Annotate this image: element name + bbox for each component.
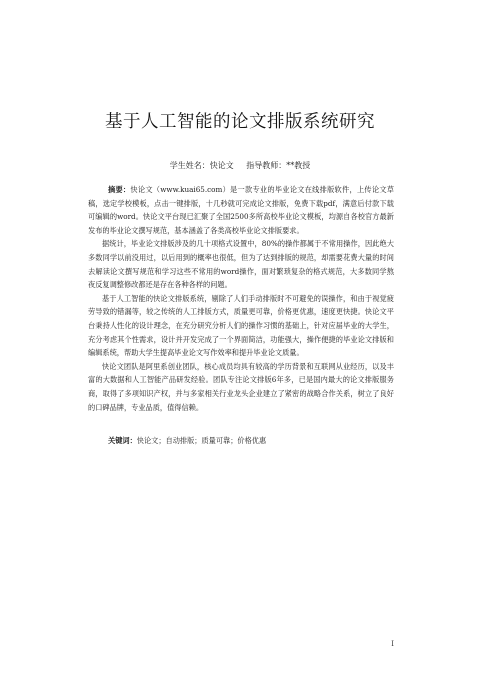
body-paragraph-2: 基于人工智能的快论文排版系统，剔除了人们手动排版时不可避免的误操作，和由于视觉疲劳导致的错漏等，较之传统的人工排版方式，质量更可靠，价格更优惠，速度更快捷。快论文平台秉持人性化的设计理念，在充分研究分析人们的操作习惯的基础上，针对应届毕业的大学生，充分考虑其个性需求，设计并开发完成了一个界面简洁，功能强大，操作便捷的毕业论文排版和编辑系统，帮助大学生提高毕业论文写作效率和提升毕业论文质量。 <box>88 293 394 358</box>
body-text <box>88 183 394 414</box>
page-number: I <box>391 640 394 648</box>
body-paragraph-1: 据统计，毕业论文排版涉及的几十项格式设置中，80%的操作都属于不常用操作，因此绝大多数同学以前没用过，以后用到的概率也很低，但为了达到排版的规范，却需要花费大量的时间去解读论文撰写规范和学习这些不常用的word操作，面对繁琐复杂的格式规范，大多数同学熬夜反复调整修改都还是存在各种各样的问题。 <box>88 239 394 290</box>
author-line <box>0 160 480 171</box>
page-title: 基于人工智能的论文排版系统研究 <box>105 112 375 132</box>
keywords-text: 快论文；自动排版；质量可靠；价格优惠 <box>136 436 267 445</box>
keywords-label: 关键词： <box>108 436 137 445</box>
abstract-label: 摘要： <box>108 185 131 194</box>
student-name: 学生姓名：快论文 <box>169 161 234 170</box>
advisor-name: 指导教师：**教授 <box>246 161 311 170</box>
keywords-line <box>88 434 394 447</box>
abstract-paragraph <box>88 183 394 237</box>
body-paragraph-3: 快论文团队是阿里系创业团队，核心成员均具有较高的学历背景和互联网从业经历，以及丰富的大数据和人工智能产品研发经验。团队专注论文排版6年多，已是国内最大的论文排版服务商，取得了多项知识产权，并与多家相关行业龙头企业建立了紧密的战略合作关系，树立了良好的口碑品牌，专业品质，值得信赖。 <box>88 361 394 412</box>
abstract-text: 快论文（www.kuai65.com）是一款专业的毕业论文在线排版软件，上传论文草稿，选定学校模板，点击一键排版，十几秒就可完成论文排版，免费下载pdf，满意后付款下载可编辑的word。快论文平台现已汇聚了全国2500多所高校毕业论文模板，均源自各校官方最新发布的毕业论文撰写规范，基本涵盖了各类高校毕业论文排版要求。 <box>88 185 394 235</box>
